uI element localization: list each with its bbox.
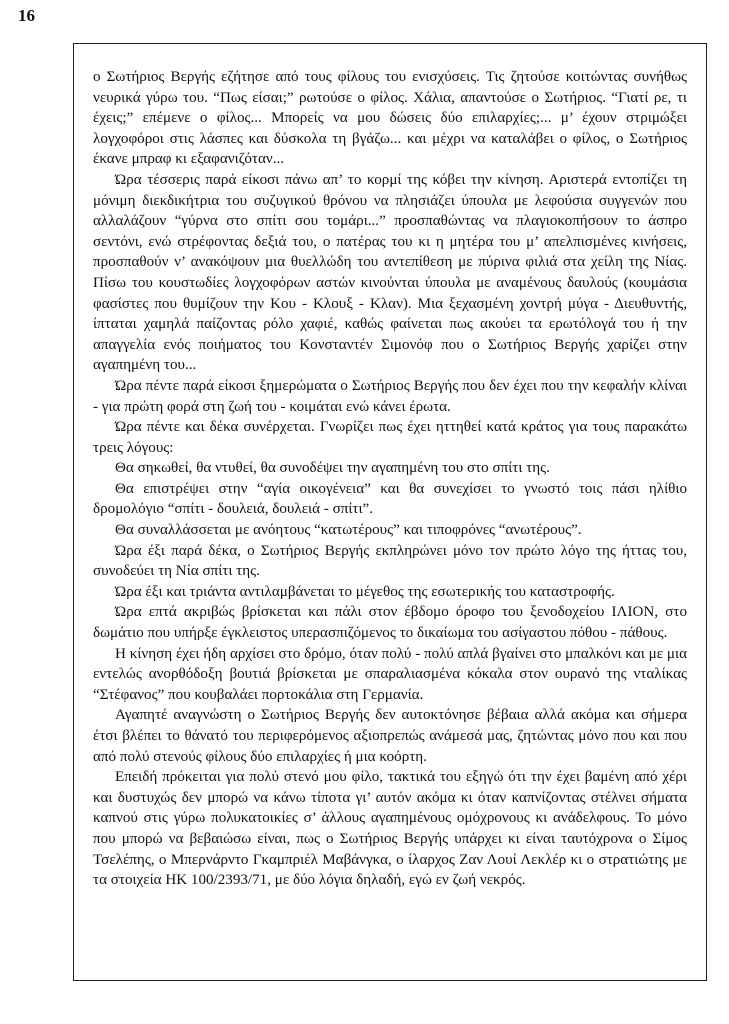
paragraph: Επειδή πρόκειται για πολύ στενό μου φίλο, τακτικά του εξηγώ ότι την έχει βαμένη από χέρι και δυστυχώς δεν μπορώ να κάνω τίποτα γι’ αυτόν ακόμα κι όταν καπνίζοντας στέλνει σήματα καπνού στις γύρω πολυκατοικίες σ’ άλλους αγαπημένους ομόχρονους κι ανάδελφους. Το μόνο που μπορώ να βεβαιώσω είναι, πως ο Σωτήριος Βεργής υπάρχει κι είναι ταυτόχρονα ο Σίμος Τσελέπης, ο Μπερνάρντο Γκαμπριέλ Μαβάνγκα, ο ίλαρχος Ζαν Λουί Λεκλέρ κι ο στρατιώτης με τα στοιχεία ΗΚ 100/2393/71, με δύο λόγια δηλαδή, εγώ εν ζωή νεκρός. xyxy=(93,769,687,889)
paragraph: Θα σηκωθεί, θα ντυθεί, θα συνοδέψει την αγαπημένη του στο σπίτι της. xyxy=(115,460,550,477)
paragraph: Ώρα πέντε και δέκα συνέρχεται. Γνωρίζει πως έχει ηττηθεί κατά κράτος για τους παρακάτω τρεις λόγους: xyxy=(93,419,687,456)
paragraph: Ώρα τέσσερις παρά είκοσι πάνω απ’ το κορμί της κόβει την κίνηση. Αριστερά εντοπίζει τη μόνιμη διεκδικήτρια του συζυγικού θρόνου να πλησιάζει ύπουλα με λεφούσια συγγενών που αλλαλάζουν “γύρνα στο σπίτι σου τομάρι...” προσπαθώντας να πλαγιοκοπήσουν το άσπρο σεντόνι, ενώ στρέφοντας δεξιά του, ο πατέρας του κι η μητέρα του μ’ απελπισμένες κινήσεις, προσπαθούν ν’ ανακόψουν μια θυελλώδη του αντεπίθεση με πύρινα φιλιά στα χείλη της Νίας. Πίσω του κουστωδίες λογχοφόρων αστών κινούνται ύπουλα με αναμένους δαυλούς (κουμάσια φασίστες που θυμίζουν την Κου - Κλουξ - Κλαν). Μια ξεχασμένη χοντρή μύγα - Διευθυντής, ίπταται χαμηλά παίζοντας ρόλο χαφιέ, καθώς φαίνεται πως ακούει τα ερωτόλογά του ή την απαγγελία ενός ποιήματος του Κονσταντέν Σιμονόφ που ο Σωτήριος Βεργής χαρίζει στην αγαπημένη του... xyxy=(93,171,687,374)
paragraph: Θα επιστρέψει στην “αγία οικογένεια” και θα συνεχίσει το γνωστό τοις πάσι ηλίθιο δρομολόγιο “σπίτι - δουλειά, δουλειά - σπίτι”. xyxy=(93,480,687,518)
paragraph: Θα συναλλάσσεται με ανόητους “κατωτέρους” και τιποφρόνες “ανωτέρους”. xyxy=(115,522,582,539)
paragraph: Ώρα έξι παρά δέκα, ο Σωτήριος Βεργής εκπληρώνει μόνο τον πρώτο λόγο της ήττας του, συνοδεύει τη Νία σπίτι της. xyxy=(93,542,687,580)
text-frame xyxy=(73,43,707,981)
paragraph: Ώρα έξι και τριάντα αντιλαμβάνεται το μέγεθος της εσωτερικής του καταστροφής. xyxy=(115,583,615,600)
paragraph: Η κίνηση έχει ήδη αρχίσει στο δρόμο, όταν πολύ - πολύ απλά βγαίνει στο μπαλκόνι και με μια εντελώς ανορθόδοξη βουτιά βρίσκεται με σπαραλιασμένα κόκαλα στον ουρανό της νταλίκας “Στέφανος” που κουβαλάει πορτοκάλια στη Γερμανία. xyxy=(93,645,687,703)
paragraph: ο Σωτήριος Βεργής εζήτησε από τους φίλους του ενισχύσεις. Τις ζητούσε κοιτώντας συνήθως νευρικά γύρω του. “Πως είσαι;” ρωτούσε ο φίλος. Χάλια, απαντούσε ο Σωτήριος. “Γιατί ρε, τι έχεις;” επέμενε ο φίλος... Μπορείς να μου δώσεις δύο επιλαρχίες;... μ’ έχουν στριμώξει λογχοφόροι στις λάσπες και δύσκολα τη βγάζω... και μέχρι να καταλάβει ο φίλος, ο Σωτήριος έκανε μπραφ κι εξαφανιζόταν... xyxy=(93,69,687,168)
paragraph: Ώρα πέντε παρά είκοσι ξημερώματα ο Σωτήριος Βεργής που δεν έχει που την κεφαλήν κλίναι - για πρώτη φορά στη ζωή του - κοιμάται ενώ κάνει έρωτα. xyxy=(93,377,687,415)
paragraph: Αγαπητέ αναγνώστη ο Σωτήριος Βεργής δεν αυτοκτόνησε βέβαια αλλά ακόμα και σήμερα έτσι βλέπει το θάνατό του περιφερόμενος αξιοπρεπώς ανάμεσά μας, ζητώντας μόνο που και που από πολύ στενούς φίλους δύο επιλαρχίες ή μια κοόρτη. xyxy=(93,707,687,765)
page-number: 16 xyxy=(18,6,35,25)
paragraph: Ώρα επτά ακριβώς βρίσκεται και πάλι στον έβδομο όροφο του ξενοδοχείου ΙΛΙΟΝ, στο δωμάτιο που υπήρξε έγκλειστος υπερασπιζόμενος το δικαίωμα του ασίγαστου πόθου - πάθους. xyxy=(93,604,687,642)
